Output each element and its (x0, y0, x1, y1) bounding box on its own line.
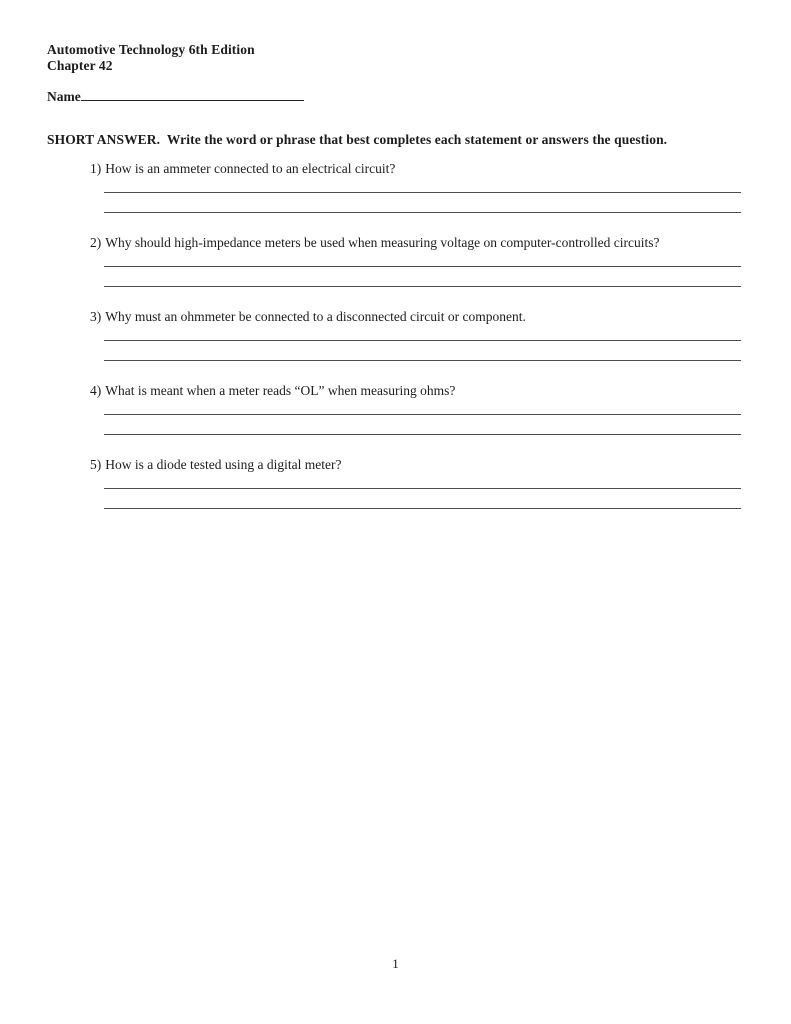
question-text (90, 161, 741, 177)
question-body: What is meant when a meter reads “OL” when measuring ohms? (105, 383, 456, 398)
question-body: Why must an ohmmeter be connected to a disconnected circuit or component. (105, 309, 526, 324)
page-number: 1 (392, 956, 399, 971)
answer-line (104, 193, 741, 213)
question-number: 5) (90, 457, 102, 472)
question-5 (47, 457, 741, 509)
answer-line (104, 177, 741, 193)
question-2 (47, 235, 741, 287)
question-body: How is an ammeter connected to an electrical circuit? (105, 161, 396, 176)
question-number: 1) (90, 161, 102, 176)
answer-line (104, 325, 741, 341)
chapter-title: Chapter 42 (47, 58, 113, 73)
answer-lines (104, 251, 741, 287)
answer-line (104, 489, 741, 509)
name-blank-line (81, 87, 304, 101)
answer-line (104, 341, 741, 361)
section-instruction: SHORT ANSWER. Write the word or phrase that best completes each statement or answers the question. (47, 132, 668, 147)
answer-lines (104, 399, 741, 435)
question-list (47, 161, 741, 509)
question-number: 2) (90, 235, 102, 250)
question-3 (47, 309, 741, 361)
answer-line (104, 415, 741, 435)
course-title: Automotive Technology 6th Edition (47, 42, 255, 57)
name-row (47, 87, 741, 105)
answer-line (104, 473, 741, 489)
question-4 (47, 383, 741, 435)
question-number: 4) (90, 383, 102, 398)
question-1 (47, 161, 741, 213)
question-text (90, 235, 741, 251)
answer-lines (104, 473, 741, 509)
document-header (47, 42, 741, 74)
question-body: Why should high-impedance meters be used when measuring voltage on computer-controlled circuits? (105, 235, 660, 250)
question-number: 3) (90, 309, 102, 324)
question-text (90, 309, 741, 325)
answer-line (104, 251, 741, 267)
question-text (90, 383, 741, 399)
answer-lines (104, 177, 741, 213)
answer-lines (104, 325, 741, 361)
answer-line (104, 267, 741, 287)
question-text (90, 457, 741, 473)
answer-line (104, 399, 741, 415)
page-content (0, 0, 791, 509)
question-body: How is a diode tested using a digital meter? (105, 457, 342, 472)
name-label: Name (47, 89, 81, 104)
